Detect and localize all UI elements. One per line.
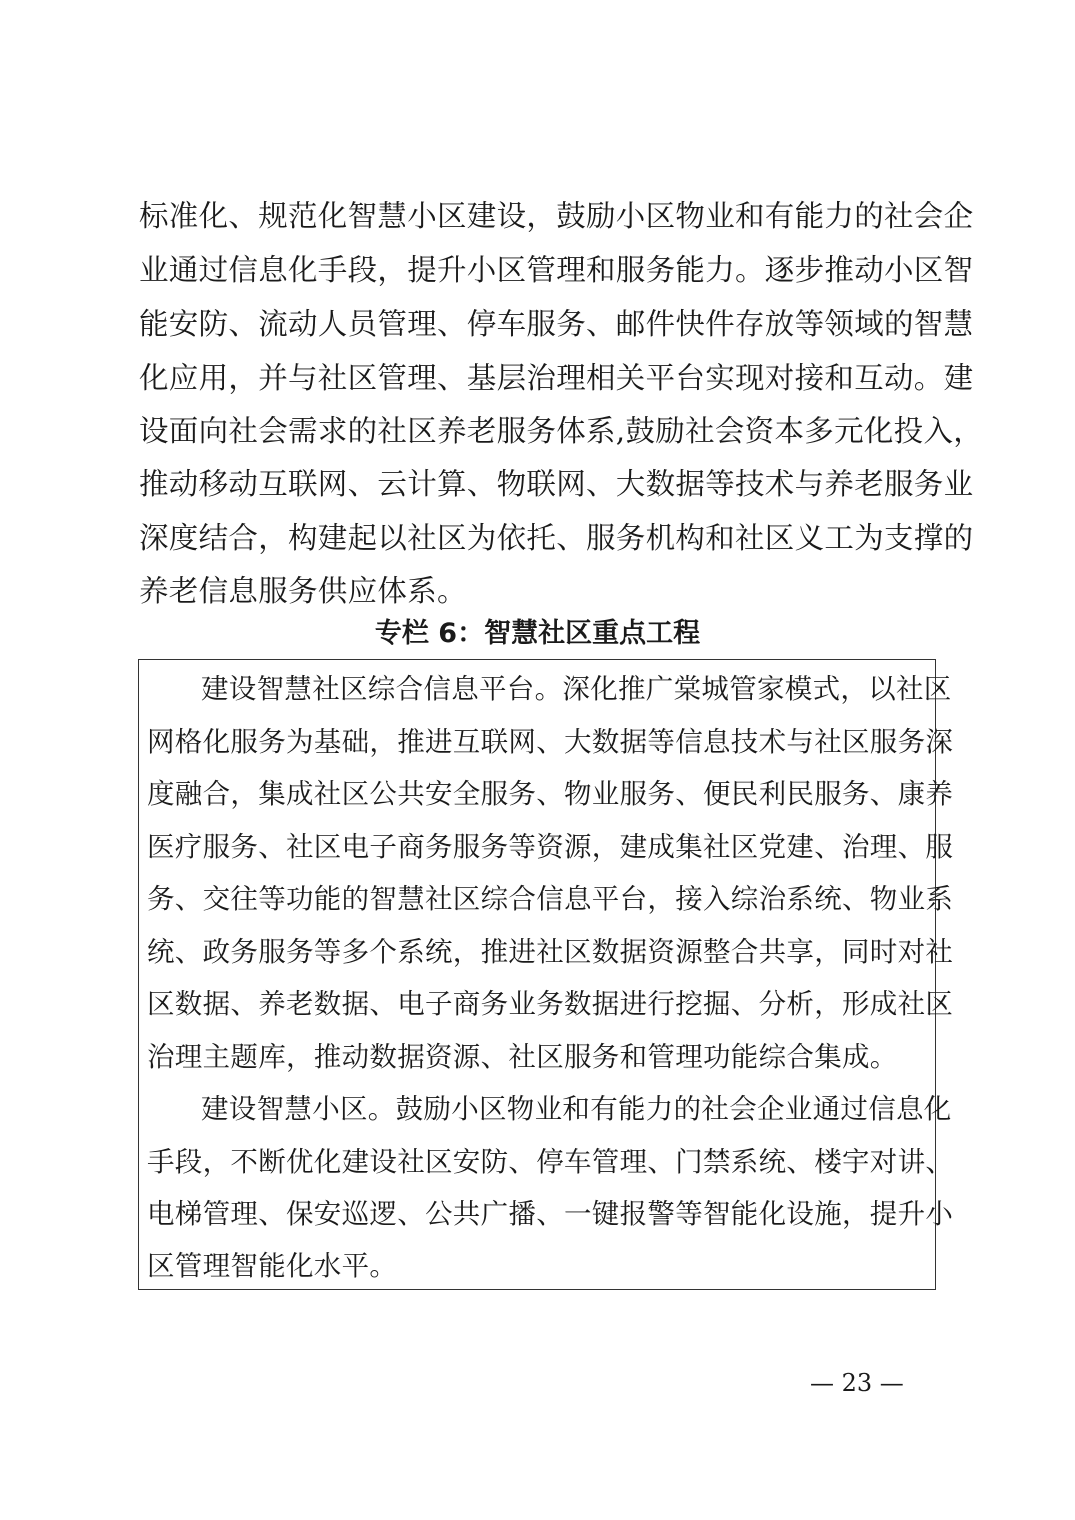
body-line: 推动移动互联网、云计算、物联网、大数据等技术与养老服务业 <box>139 467 974 501</box>
body-line: 业通过信息化手段，提升小区管理和服务能力。逐步推动小区智 <box>139 253 974 287</box>
box-line: 务、交往等功能的智慧社区综合信息平台，接入综治系统、物业系 <box>147 883 954 915</box>
page-number: — 23 — <box>810 1369 904 1397</box>
box-line: 网格化服务为基础，推进互联网、大数据等信息技术与社区服务深 <box>147 726 954 758</box>
box-line: 建设智慧小区。鼓励小区物业和有能力的社会企业通过信息化 <box>201 1093 952 1125</box>
body-line: 设面向社会需求的社区养老服务体系,鼓励社会资本多元化投入， <box>139 414 984 448</box>
body-line: 化应用，并与社区管理、基层治理相关平台实现对接和互动。建 <box>139 361 974 395</box>
body-line: 能安防、流动人员管理、停车服务、邮件快件存放等领域的智慧 <box>139 307 974 341</box>
box-line: 手段，不断优化建设社区安防、停车管理、门禁系统、楼宇对讲、 <box>147 1146 954 1178</box>
column-title: 专栏 6：智慧社区重点工程 <box>374 618 701 649</box>
box-line: 区数据、养老数据、电子商务业务数据进行挖掘、分析，形成社区 <box>147 988 954 1020</box>
body-line: 养老信息服务供应体系。 <box>139 574 467 608</box>
box-line: 度融合，集成社区公共安全服务、物业服务、便民利民服务、康养 <box>147 778 954 810</box>
box-line: 区管理智能化水平。 <box>147 1250 398 1282</box>
box-line: 医疗服务、社区电子商务服务等资源，建成集社区党建、治理、服 <box>147 831 954 863</box>
box-line: 电梯管理、保安巡逻、公共广播、一键报警等智能化设施，提升小 <box>147 1198 954 1230</box>
column-box <box>138 659 954 1290</box>
box-line: 建设智慧社区综合信息平台。深化推广棠城管家模式，以社区 <box>201 673 952 705</box>
body-line: 标准化、规范化智慧小区建设，鼓励小区物业和有能力的社会企 <box>139 199 974 233</box>
body-line: 深度结合，构建起以社区为依托、服务机构和社区义工为支撑的 <box>139 521 974 555</box>
box-line: 统、政务服务等多个系统，推进社区数据资源整合共享，同时对社 <box>147 936 954 968</box>
box-line: 治理主题库，推动数据资源、社区服务和管理功能综合集成。 <box>147 1041 898 1073</box>
